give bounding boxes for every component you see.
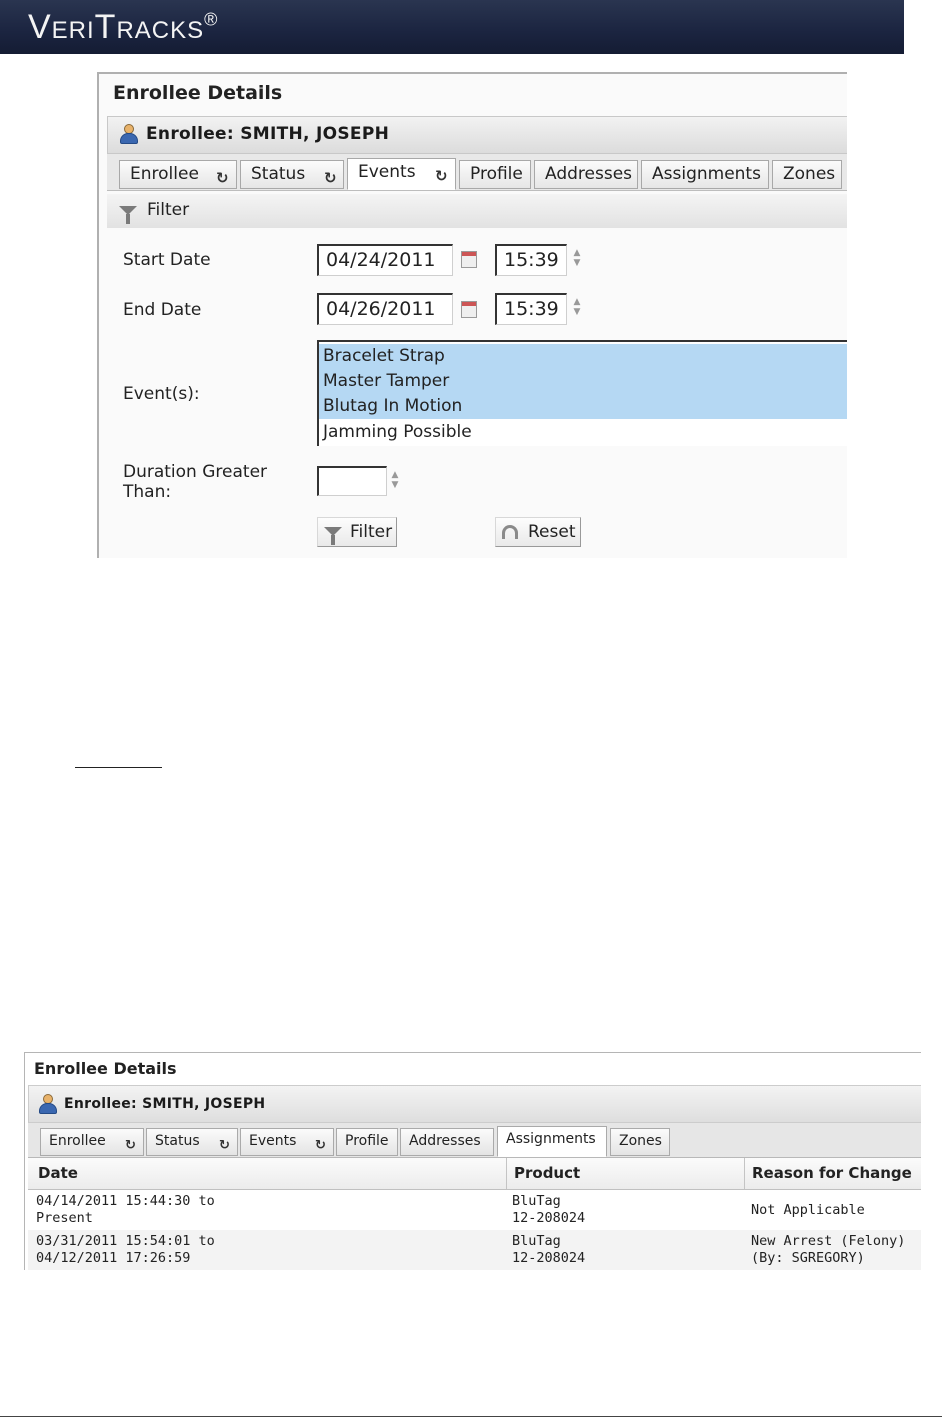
panel-title: Enrollee Details xyxy=(34,1059,177,1078)
filter-toolbar[interactable] xyxy=(107,194,847,228)
date-cell: 04/14/2011 15:44:30 to Present xyxy=(36,1193,215,1226)
column-header-product[interactable]: Product xyxy=(514,1164,581,1182)
tab-events[interactable]: Events ↻ xyxy=(347,158,456,190)
reason-cell: New Arrest (Felony) (By: SGREGORY) xyxy=(751,1233,906,1266)
app-banner xyxy=(0,0,904,54)
tab-enrollee[interactable]: Enrollee ↻ xyxy=(40,1128,144,1156)
calendar-icon[interactable] xyxy=(461,301,477,318)
events-label: Event(s): xyxy=(123,384,200,404)
filter-icon xyxy=(324,527,342,536)
tab-bar xyxy=(107,154,847,191)
reset-icon xyxy=(502,525,518,539)
end-date-input[interactable]: 04/26/2011 xyxy=(317,293,453,325)
start-time-input[interactable]: 15:39 xyxy=(495,244,567,276)
page-footer-rule xyxy=(0,1416,942,1417)
tab-addresses[interactable]: Addresses xyxy=(534,160,638,189)
enrollee-name: Enrollee: SMITH, JOSEPH xyxy=(146,124,390,144)
tab-zones[interactable]: Zones xyxy=(772,160,842,189)
tab-addresses[interactable]: Addresses xyxy=(400,1128,494,1156)
enrollee-header xyxy=(28,1085,921,1123)
table-row[interactable] xyxy=(28,1190,921,1230)
table-header xyxy=(28,1158,921,1190)
event-option[interactable]: Master Tamper xyxy=(319,369,847,394)
filter-icon xyxy=(119,206,137,215)
person-icon xyxy=(39,1094,55,1112)
reason-cell: Not Applicable xyxy=(751,1202,865,1218)
brand-logo: VeriTracks® xyxy=(28,8,219,46)
filter-button[interactable]: Filter xyxy=(317,517,397,547)
duration-label: Duration Greater Than: xyxy=(123,462,268,502)
refresh-icon[interactable]: ↻ xyxy=(219,1138,230,1153)
product-cell: BluTag 12-208024 xyxy=(512,1193,586,1226)
events-listbox[interactable] xyxy=(317,340,847,446)
refresh-icon[interactable]: ↻ xyxy=(435,167,448,185)
column-header-reason[interactable]: Reason for Change xyxy=(752,1164,912,1182)
refresh-icon[interactable]: ↻ xyxy=(324,169,337,187)
tab-bar xyxy=(28,1123,921,1158)
tab-enrollee[interactable]: Enrollee ↻ xyxy=(119,160,237,189)
tab-status[interactable]: Status ↻ xyxy=(146,1128,238,1156)
event-option[interactable]: Jamming Possible xyxy=(323,422,472,442)
end-date-label: End Date xyxy=(123,300,202,320)
enrollee-name: Enrollee: SMITH, JOSEPH xyxy=(64,1096,266,1112)
refresh-icon[interactable]: ↻ xyxy=(315,1138,326,1153)
start-time-spinner-icon[interactable]: ▲ ▼ xyxy=(573,248,581,268)
tab-events[interactable]: Events ↻ xyxy=(240,1128,334,1156)
refresh-icon[interactable]: ↻ xyxy=(216,169,229,187)
start-date-input[interactable]: 04/24/2011 xyxy=(317,244,453,276)
start-date-label: Start Date xyxy=(123,250,211,270)
refresh-icon[interactable]: ↻ xyxy=(125,1138,136,1153)
person-icon xyxy=(120,124,136,142)
divider-underline xyxy=(75,767,162,768)
tab-status[interactable]: Status ↻ xyxy=(240,160,344,189)
calendar-icon[interactable] xyxy=(461,251,477,268)
panel-title: Enrollee Details xyxy=(113,82,283,104)
enrollee-details-panel-assignments xyxy=(24,1052,921,1270)
duration-input[interactable] xyxy=(317,466,387,496)
tab-assignments[interactable]: Assignments xyxy=(641,160,769,189)
column-header-date[interactable]: Date xyxy=(38,1164,78,1182)
filter-toolbar-label: Filter xyxy=(147,200,190,220)
tab-profile[interactable]: Profile xyxy=(459,160,531,189)
date-cell: 03/31/2011 15:54:01 to 04/12/2011 17:26:59 xyxy=(36,1233,215,1266)
end-time-input[interactable]: 15:39 xyxy=(495,293,567,325)
table-row[interactable] xyxy=(28,1230,921,1270)
product-cell: BluTag 12-208024 xyxy=(512,1233,586,1266)
enrollee-details-panel-events xyxy=(97,72,847,558)
end-time-spinner-icon[interactable]: ▲ ▼ xyxy=(573,297,581,317)
tab-assignments[interactable]: Assignments xyxy=(497,1126,607,1157)
event-option[interactable]: Blutag In Motion xyxy=(319,394,847,419)
reset-button[interactable]: Reset xyxy=(495,517,581,547)
tab-zones[interactable]: Zones xyxy=(610,1128,670,1156)
enrollee-header xyxy=(107,116,847,154)
tab-profile[interactable]: Profile xyxy=(336,1128,398,1156)
event-option[interactable]: Bracelet Strap xyxy=(319,344,847,369)
duration-spinner-icon[interactable]: ▲ ▼ xyxy=(391,470,399,490)
